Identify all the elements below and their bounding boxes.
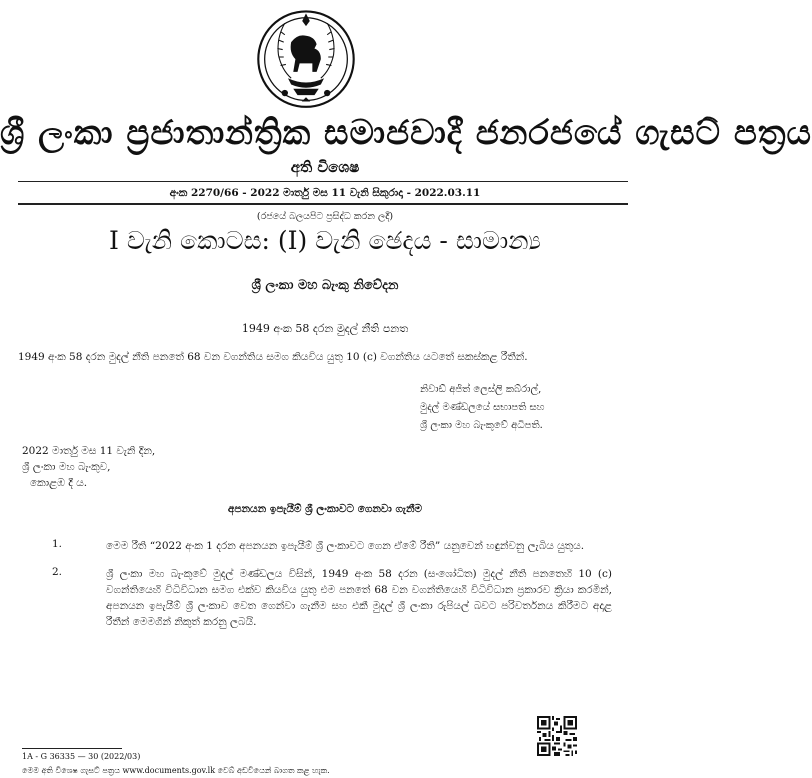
item-number: 1. bbox=[52, 538, 63, 550]
header-rule-top bbox=[18, 181, 628, 182]
signatory-name: නිවාඩ් අජිත් ලෙස්ලි කබ්රාල්, bbox=[420, 384, 542, 395]
item-number: 2. bbox=[52, 566, 63, 578]
signatory-role-1: මුදල් මණ්ඩලයේ සභාපති සහ bbox=[420, 402, 545, 413]
gazette-title: ශ්‍රී ලංකා ප්‍රජාතාන්ත්‍රික සමාජවාදී ජනරජයේ ගැසට් පත්‍රය bbox=[0, 113, 812, 153]
item-text: මෙම රීති “2022 අංක 1 දරන අපනයන ඉපැයීම් ශ්‍රී ලංකාවට ගෙන ඒමේ රීති” යනුවෙන් හඳුන්වනු ලැබිය යුතුය. bbox=[106, 540, 585, 552]
footer-note: මෙම අති විශෙෂ ගැසට් පත්‍රය www.documents.gov.lk වෙබ් අඩවියෙන් බාගත කළ හැක. bbox=[22, 766, 330, 775]
signatory-role-2: ශ්‍රී ලංකා මහ බැංකුවේ අධිපති. bbox=[420, 420, 543, 431]
issue-line: අංක 2270/66 - 2022 මාර්තු මස 11 වැනි සිකුරාදා - 2022.03.11 bbox=[169, 187, 481, 199]
date-line: 2022 මාර්තු මස 11 වැනි දින, bbox=[22, 445, 156, 457]
print-code: 1A - G 36335 — 30 (2022/03) bbox=[22, 752, 141, 761]
national-emblem-icon bbox=[253, 4, 359, 110]
section-title: අපනයන ඉපැයීම් ශ්‍රී ලංකාවට ගෙනවා ගැනීම bbox=[227, 503, 423, 515]
notice-title: ශ්‍රී ලංකා මහ බැංකු නිවේදන bbox=[251, 278, 399, 293]
header-rule-bottom bbox=[18, 203, 628, 205]
extraordinary-label: අති විශෙෂ bbox=[290, 158, 360, 176]
place-line: කොළඹ දී ය. bbox=[30, 477, 88, 489]
institution-line: ශ්‍රී ලංකා මහ බැංකුව, bbox=[22, 461, 111, 473]
footer-rule bbox=[22, 748, 122, 749]
item-text: ශ්‍රී ලංකා මහ බැංකුවේ මුදල් මණ්ඩලය විසින්, 1949 අංක 58 දරන (සංශෝධිත) මුදල් නීති පනතෙහි 10 (c) වගන්තියෙහි විධිවිධාන සමග එක්ව කියවිය යුතු එම පනතේ 68 වන වගන්තියෙහි විධිවිධාන ප්‍රකාරව ක්‍රියා කරමින්, අපනයන ඉපැයීම් ශ්‍රී ලංකාව වෙත ගෙන්වා ගැනීම සහ එකී මුදල් ශ්‍රී ලංකා රුපියල් බවට පරිවර්තනය කිරීමට අදාළ රීතීන් මෙමගින් නිකුත් කරනු ලබයි. bbox=[106, 568, 612, 628]
part-title: I වැනි කොටස: (I) වැනි ඡෙදය - සාමාන්‍ය bbox=[109, 226, 541, 255]
qr-code-icon bbox=[537, 716, 577, 756]
act-title: 1949 අංක 58 දරන මුදල් නීති පනත bbox=[241, 322, 409, 335]
intro-paragraph: 1949 අංක 58 දරන මුදල් නීති පනතේ 68 වන වගන්තිය සමග කියවිය යුතු 10 (c) වගන්තිය යටතේ සකස්කළ රීතීන්. bbox=[18, 351, 528, 363]
authority-line: (රජයේ බලයපිට ප්‍රසිද්ධ කරන ලදී) bbox=[256, 211, 394, 222]
